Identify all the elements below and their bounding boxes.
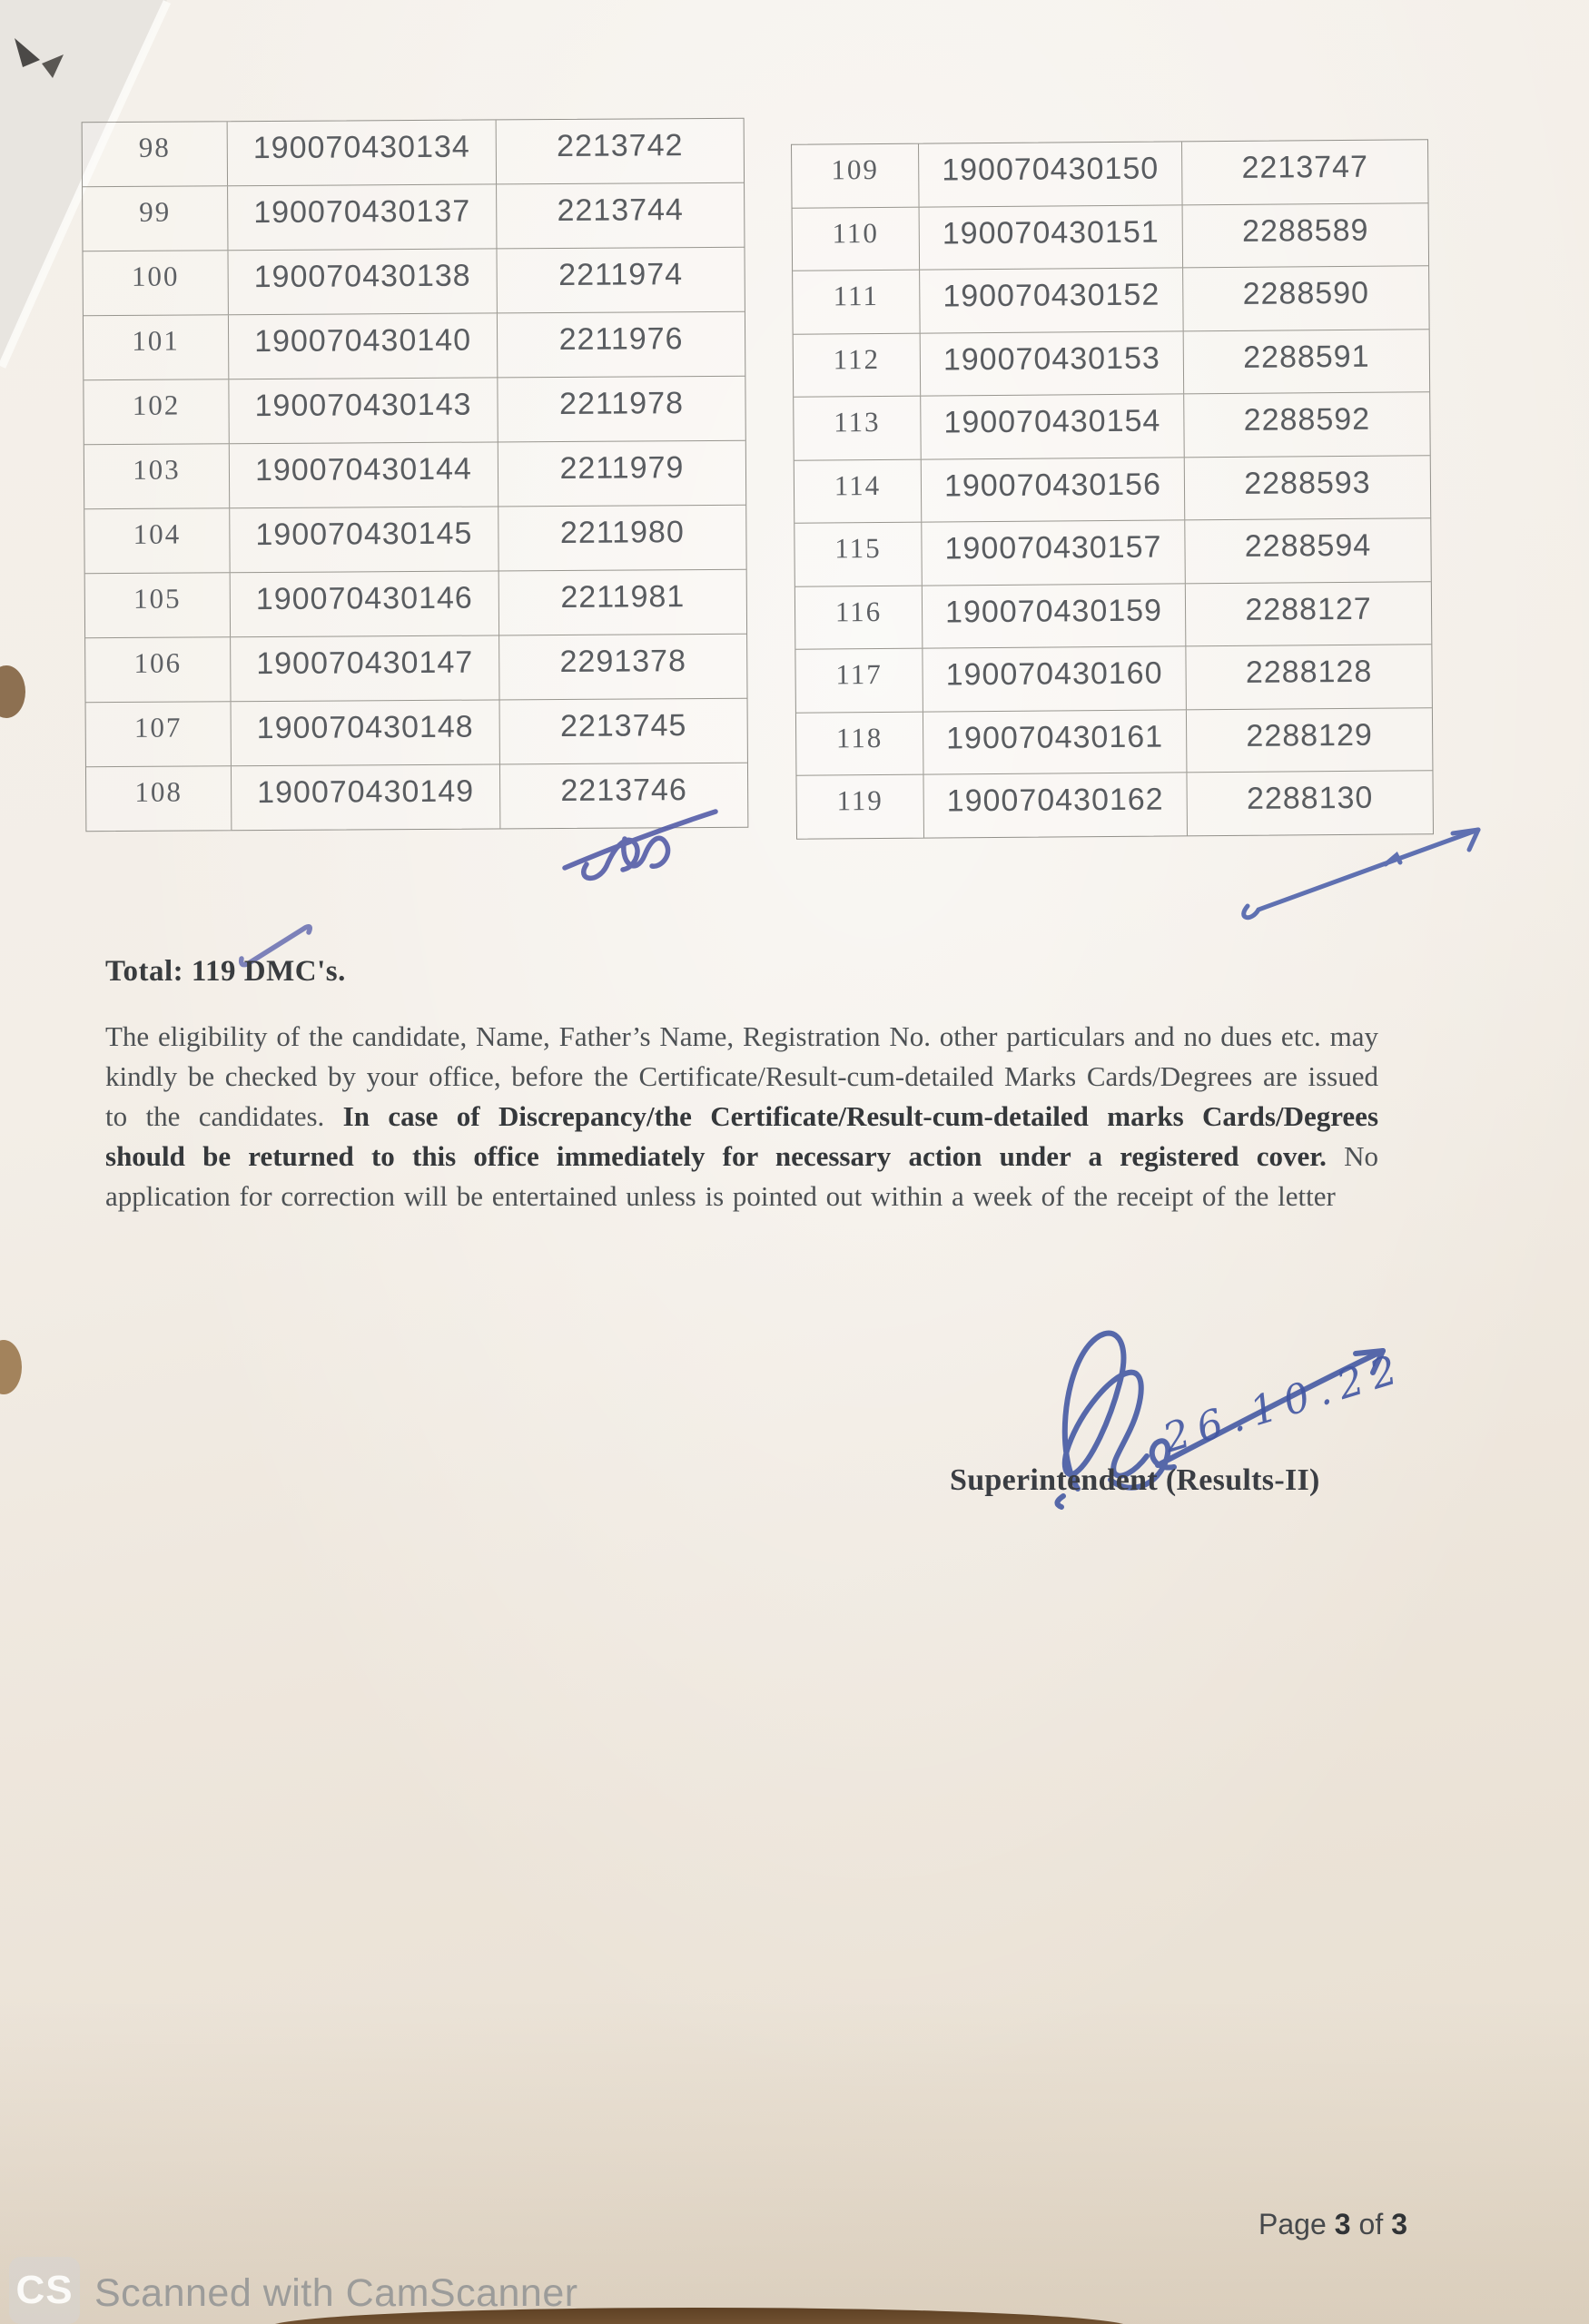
registration-number-cell: 190070430149	[232, 764, 500, 830]
page-number	[1258, 2208, 1407, 2241]
table-row	[792, 140, 1428, 207]
registration-number-cell: 190070430157	[922, 520, 1186, 585]
serial-cell: 106	[85, 637, 231, 702]
registration-number-cell: 190070430159	[923, 584, 1187, 648]
body-paragraph	[105, 1017, 1378, 1216]
registration-number-cell: 190070430152	[920, 268, 1184, 332]
registration-number-cell: 190070430160	[923, 646, 1187, 711]
dmc-table-right	[791, 139, 1434, 839]
camscanner-watermark: Scanned with CamScanner	[94, 2271, 578, 2315]
table-row	[83, 247, 744, 315]
registration-number-cell: 190070430161	[923, 710, 1188, 774]
registration-number-cell: 190070430148	[232, 700, 500, 765]
table-row	[793, 265, 1429, 333]
serial-cell: 112	[794, 333, 922, 397]
table-row	[795, 644, 1432, 712]
serial-cell: 114	[794, 459, 923, 523]
table-row	[794, 329, 1430, 397]
dmc-number-cell: 2288592	[1243, 401, 1371, 438]
table-row	[83, 182, 744, 251]
registration-number-cell: 190070430150	[919, 142, 1183, 206]
table-row	[794, 455, 1431, 523]
body-text-normal-1: The eligibility of the candidate, Name, Father’s Name, Registration No. other particulars and no dues etc. may kindly be checked by your office, before the Certificate/Result-cum-detailed Marks Cards/Degrees are issued to the candidates.	[105, 1020, 1378, 1132]
table-row	[794, 517, 1431, 586]
camscanner-logo-text: CS	[15, 2268, 74, 2312]
registration-number-cell: 190070430147	[231, 635, 499, 701]
serial-cell: 110	[793, 207, 921, 271]
page-total: 3	[1391, 2208, 1408, 2240]
registration-number-cell: 190070430145	[230, 507, 498, 572]
table-row	[84, 505, 745, 573]
serial-cell: 100	[83, 251, 228, 315]
serial-cell: 113	[794, 397, 922, 460]
dmc-number-cell: 2288130	[1246, 780, 1374, 816]
pen-tick-arrow	[1217, 801, 1516, 928]
dmc-number-cell: 2288591	[1243, 339, 1370, 375]
table-row	[794, 391, 1430, 459]
dmc-number-cell: 2211981	[560, 579, 686, 615]
registration-number-cell: 190070430134	[228, 120, 497, 185]
dmc-number-cell: 2288589	[1241, 212, 1369, 249]
body-text-normal-2: No application for correction will be entertained unless is pointed out within a week of the receipt of the letter	[105, 1140, 1378, 1212]
registration-number-cell: 190070430162	[923, 773, 1188, 837]
dmc-number-cell: 2213747	[1241, 149, 1369, 185]
table-row	[84, 440, 745, 508]
paper-stain	[0, 665, 25, 718]
body-text-bold: In case of Discrepancy/the Certificate/Result-cum-detailed marks Cards/Degrees should be returned to this office immediately for necessary action under a registered cover.	[105, 1100, 1379, 1172]
table-row	[83, 119, 744, 186]
table-row	[793, 202, 1429, 271]
serial-cell: 117	[795, 649, 923, 713]
serial-cell: 99	[83, 186, 228, 251]
serial-cell: 119	[796, 775, 924, 839]
dmc-number-cell: 2211979	[559, 450, 685, 487]
dmc-number-cell: 2211978	[558, 386, 685, 422]
registration-number-cell: 190070430151	[920, 205, 1184, 270]
dmc-number-cell: 2211974	[558, 257, 684, 293]
dmc-number-cell: 2288590	[1242, 275, 1370, 311]
dmc-number-cell: 2213744	[557, 192, 685, 229]
serial-cell: 101	[84, 315, 229, 379]
dmc-number-cell: 2213745	[559, 708, 687, 744]
dmc-number-cell: 2288128	[1245, 654, 1373, 690]
dmc-number-cell: 2288129	[1246, 717, 1373, 753]
serial-cell: 105	[85, 573, 231, 637]
signature-date: 26.10.22	[1158, 1344, 1412, 1462]
page-current: 3	[1334, 2208, 1351, 2240]
serial-cell: 115	[794, 523, 923, 586]
table-row	[84, 376, 745, 444]
registration-number-cell: 190070430153	[921, 331, 1185, 396]
dmc-number-cell: 2213742	[556, 128, 684, 164]
serial-cell: 111	[793, 271, 921, 334]
pen-initials-mark	[556, 797, 728, 888]
table-row	[85, 634, 746, 702]
registration-number-cell: 190070430144	[230, 442, 498, 507]
registration-number-cell: 190070430154	[921, 394, 1185, 458]
registration-number-cell: 190070430138	[228, 249, 497, 314]
registration-number-cell: 190070430156	[922, 458, 1186, 522]
camscanner-logo-icon	[9, 2257, 80, 2324]
serial-cell: 116	[795, 586, 923, 649]
registration-number-cell: 190070430140	[229, 313, 498, 379]
table-row	[795, 581, 1432, 649]
registration-number-cell: 190070430137	[228, 184, 497, 250]
registration-number-cell: 190070430146	[231, 571, 499, 636]
dmc-number-cell: 2288127	[1245, 591, 1372, 627]
table-row	[796, 707, 1433, 775]
serial-cell: 104	[84, 508, 230, 573]
dmc-table-left	[82, 118, 749, 832]
serial-cell: 118	[796, 712, 924, 775]
serial-cell: 102	[84, 379, 229, 444]
dmc-number-cell: 2291378	[559, 644, 687, 680]
table-row	[84, 311, 745, 379]
table-row	[85, 569, 746, 637]
paper-stain	[0, 1340, 22, 1394]
dmc-number-cell: 2288594	[1244, 527, 1372, 564]
dmc-number-cell: 2211980	[559, 515, 685, 551]
page-word: Page	[1258, 2208, 1327, 2240]
dmc-number-cell: 2288593	[1244, 465, 1371, 501]
serial-cell: 98	[83, 122, 228, 186]
serial-cell: 109	[792, 144, 920, 208]
registration-number-cell: 190070430143	[229, 378, 498, 443]
total-dmc-count: Total: 119 DMC's.	[105, 955, 346, 988]
signatory-title: Superintendent (Results-II)	[950, 1463, 1320, 1497]
dmc-number-cell: 2213746	[560, 773, 687, 809]
table-row	[86, 698, 747, 766]
dmc-number-cell: 2211976	[558, 321, 684, 358]
serial-cell: 107	[86, 702, 232, 766]
serial-cell: 103	[84, 444, 230, 508]
serial-cell: 108	[86, 766, 232, 831]
page-of-word: of	[1358, 2208, 1384, 2240]
